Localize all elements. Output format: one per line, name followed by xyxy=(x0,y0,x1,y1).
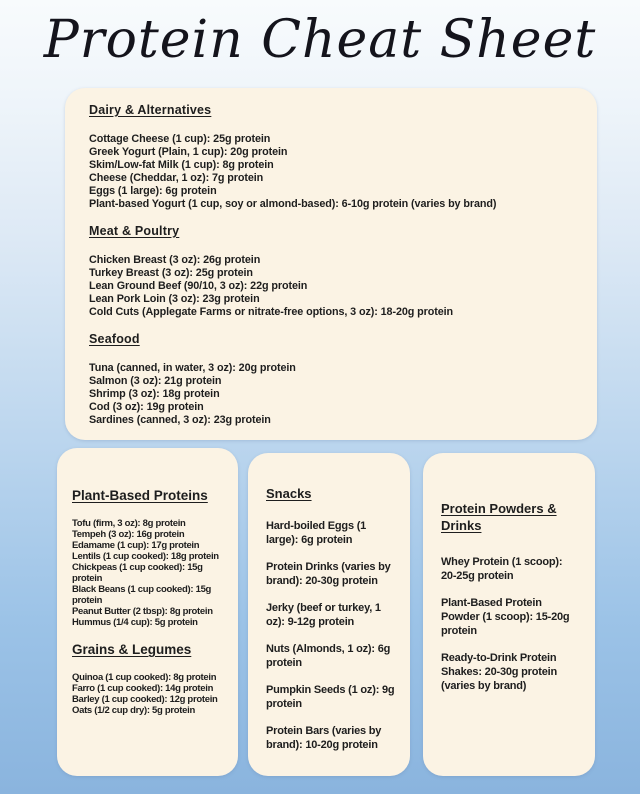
section-heading: Protein Powders & Drinks xyxy=(441,501,557,533)
food-item: Chicken Breast (3 oz): 26g protein xyxy=(89,254,261,266)
food-item: Lean Pork Loin (3 oz): 23g protein xyxy=(89,293,260,305)
card-snacks xyxy=(248,453,410,776)
food-item: Oats (1/2 cup dry): 5g protein xyxy=(72,705,195,716)
food-item: Cheese (Cheddar, 1 oz): 7g protein xyxy=(89,172,264,184)
food-item: Protein Drinks (varies by brand): 20-30g protein xyxy=(266,561,391,587)
food-item: Whey Protein (1 scoop): 20-25g protein xyxy=(441,556,563,582)
food-item: Hard-boiled Eggs (1 large): 6g protein xyxy=(266,520,367,546)
food-item: Peanut Butter (2 tbsp): 8g protein xyxy=(72,606,213,617)
section-heading: Seafood xyxy=(89,332,140,346)
section-item-list xyxy=(89,254,573,319)
food-item: Tuna (canned, in water, 3 oz): 20g protein xyxy=(89,362,296,374)
food-item: Greek Yogurt (Plain, 1 cup): 20g protein xyxy=(89,146,288,158)
section-item-list xyxy=(72,518,229,628)
food-item: Black Beans (1 cup cooked): 15g protein xyxy=(72,584,212,606)
section-item-list xyxy=(266,519,398,752)
card-dairy-meat-seafood xyxy=(65,88,597,440)
section-item-list xyxy=(89,133,573,211)
food-item: Cold Cuts (Applegate Farms or nitrate-free options, 3 oz): 18-20g protein xyxy=(89,306,454,318)
food-item: Nuts (Almonds, 1 oz): 6g protein xyxy=(266,643,391,669)
food-item: Eggs (1 large): 6g protein xyxy=(89,185,217,197)
card-protein-powders-drinks xyxy=(423,453,595,776)
section-heading: Plant-Based Proteins xyxy=(72,488,208,503)
food-item: Cottage Cheese (1 cup): 25g protein xyxy=(89,133,271,145)
food-item: Edamame (1 cup): 17g protein xyxy=(72,540,200,551)
food-item: Protein Bars (varies by brand): 10-20g protein xyxy=(266,725,382,751)
food-item: Pumpkin Seeds (1 oz): 9g protein xyxy=(266,684,395,710)
card-section xyxy=(72,488,229,628)
food-item: Cod (3 oz): 19g protein xyxy=(89,401,204,413)
food-item: Tofu (firm, 3 oz): 8g protein xyxy=(72,518,186,529)
card-section xyxy=(89,332,573,427)
food-item: Tempeh (3 oz): 16g protein xyxy=(72,529,185,540)
food-item: Hummus (1/4 cup): 5g protein xyxy=(72,617,198,628)
card-section xyxy=(89,224,573,319)
card-section xyxy=(441,500,579,693)
card-section xyxy=(266,486,398,752)
food-item: Plant-based Yogurt (1 cup, soy or almond-based): 6-10g protein (varies by brand) xyxy=(89,198,497,210)
food-item: Plant-Based Protein Powder (1 scoop): 15-20g protein xyxy=(441,597,570,637)
card-section xyxy=(72,642,229,716)
food-item: Turkey Breast (3 oz): 25g protein xyxy=(89,267,253,279)
food-item: Salmon (3 oz): 21g protein xyxy=(89,375,222,387)
card-plant-based-and-grains xyxy=(57,448,238,776)
food-item: Skim/Low-fat Milk (1 cup): 8g protein xyxy=(89,159,274,171)
section-item-list xyxy=(72,672,229,716)
food-item: Chickpeas (1 cup cooked): 15g protein xyxy=(72,562,203,584)
page-title: Protein Cheat Sheet xyxy=(43,10,597,70)
food-item: Barley (1 cup cooked): 12g protein xyxy=(72,694,218,705)
food-item: Sardines (canned, 3 oz): 23g protein xyxy=(89,414,271,426)
card-section xyxy=(89,103,573,211)
section-heading: Snacks xyxy=(266,486,312,501)
food-item: Lentils (1 cup cooked): 18g protein xyxy=(72,551,219,562)
section-item-list xyxy=(89,362,573,427)
food-item: Lean Ground Beef (90/10, 3 oz): 22g protein xyxy=(89,280,308,292)
section-heading: Grains & Legumes xyxy=(72,642,192,657)
food-item: Quinoa (1 cup cooked): 8g protein xyxy=(72,672,217,683)
food-item: Ready-to-Drink Protein Shakes: 20-30g protein (varies by brand) xyxy=(441,652,558,692)
section-item-list xyxy=(441,555,579,693)
section-heading: Meat & Poultry xyxy=(89,224,180,238)
food-item: Shrimp (3 oz): 18g protein xyxy=(89,388,220,400)
section-heading: Dairy & Alternatives xyxy=(89,103,212,117)
food-item: Farro (1 cup cooked): 14g protein xyxy=(72,683,214,694)
food-item: Jerky (beef or turkey, 1 oz): 9-12g protein xyxy=(266,602,381,628)
